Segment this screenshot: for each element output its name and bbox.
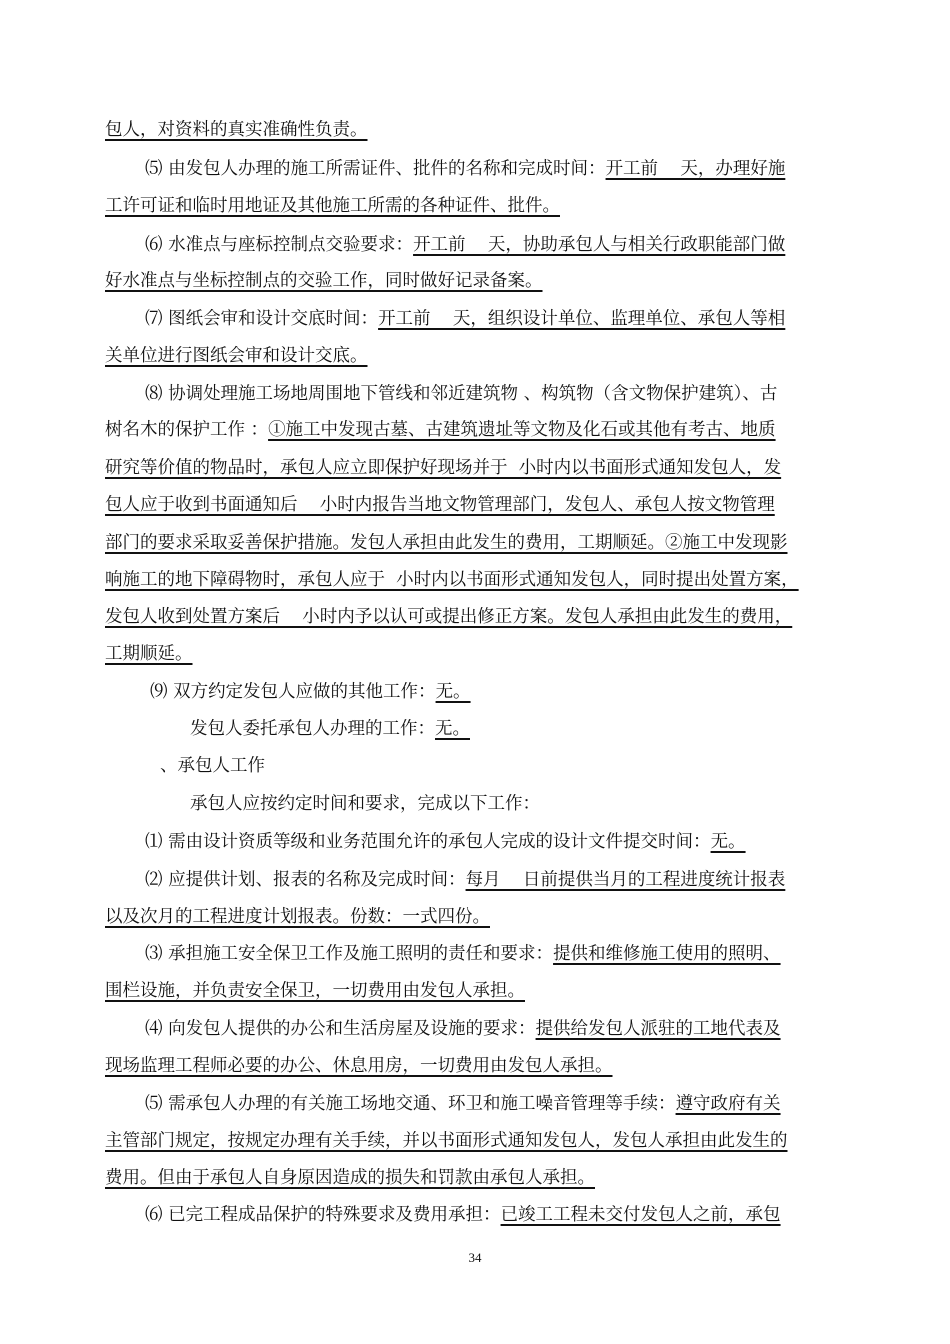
page-number: 34 <box>468 1250 482 1265</box>
underlined-text: 开工前 天，办理好施 <box>605 159 786 179</box>
text-line-18 <box>160 752 847 780</box>
underlined-text: 遵守政府有关 <box>675 1094 781 1114</box>
text-line-2 <box>145 155 847 183</box>
underlined-text: 工许可证和临时用地证及其他施工所需的各种证件、批件。 <box>105 196 560 216</box>
text-line-4 <box>145 231 847 259</box>
plain-text: ⑻ 协调处理施工场地周围地下管线和邻近建筑物 、构筑物（含文物保护建筑）、古 <box>145 384 778 404</box>
plain-text: ⑸ 需承包人办理的有关施工场地交通、环卫和施工噪音管理等手续： <box>145 1094 676 1114</box>
underlined-text: 已竣工工程未交付发包人之前，承包 <box>500 1205 781 1225</box>
underlined-text: 现场监理工程师必要的办公、休息用房，一切费用由发包人承担。 <box>105 1056 613 1076</box>
text-line-29 <box>105 1164 847 1192</box>
plain-text: ⑴ 需由设计资质等级和业务范围允许的承包人完成的设计文件提交时间： <box>145 832 711 852</box>
underlined-text: 费用。但由于承包人自身原因造成的损失和罚款由承包人承担。 <box>105 1168 595 1188</box>
text-line-17 <box>190 715 847 743</box>
underlined-text: 包人，对资料的真实准确性负责。 <box>105 120 368 140</box>
plain-text: ⑹ 已完工程成品保护的特殊要求及费用承担： <box>145 1205 501 1225</box>
text-line-5 <box>105 267 847 295</box>
plain-text: 树名木的保护工作 ： <box>105 420 269 440</box>
plain-text: ⑶ 承担施工安全保卫工作及施工照明的责任和要求： <box>145 944 554 964</box>
underlined-text: 发包人收到处置方案后 小时内予以认可或提出修正方案。发包人承担由此发生的费用， <box>105 607 793 627</box>
text-line-10 <box>105 454 847 482</box>
plain-text: 承包人应按约定时间和要求，完成以下工作： <box>190 794 540 814</box>
plain-text: 、承包人工作 <box>160 756 265 776</box>
text-line-24 <box>105 977 847 1005</box>
underlined-text: 无。 <box>435 719 470 739</box>
text-line-30 <box>145 1201 847 1229</box>
underlined-text: 无。 <box>710 832 746 852</box>
underlined-text: 部门的要求采取妥善保护措施。发包人承担由此发生的费用，工期顺延。②施工中发现影 <box>105 533 788 553</box>
text-line-8 <box>145 380 847 408</box>
text-line-22 <box>105 903 847 931</box>
text-line-9 <box>105 416 847 444</box>
underlined-text: 提供和维修施工使用的照明、 <box>553 944 781 964</box>
text-line-1 <box>105 116 847 144</box>
underlined-text: 工期顺延。 <box>105 644 193 664</box>
underlined-text: 无。 <box>435 682 471 702</box>
text-line-23 <box>145 940 847 968</box>
underlined-text: 关单位进行图纸会审和设计交底。 <box>105 346 368 366</box>
plain-text: ⑷ 向发包人提供的办公和生活房屋及设施的要求： <box>145 1019 536 1039</box>
text-line-15 <box>105 640 847 668</box>
text-line-12 <box>105 529 847 557</box>
underlined-text: 围栏设施，并负责安全保卫，一切费用由发包人承担。 <box>105 981 525 1001</box>
underlined-text: 研究等价值的物品时，承包人应立即保护好现场并于 小时内以书面形式通知发包人，发 <box>105 458 782 478</box>
text-line-20 <box>145 828 847 856</box>
text-line-6 <box>145 305 847 333</box>
underlined-text: 提供给发包人派驻的工地代表及 <box>535 1019 781 1039</box>
text-line-21 <box>145 866 847 894</box>
plain-text: ⑺ 图纸会审和设计交底时间： <box>145 309 379 329</box>
plain-text: ⑹ 水准点与座标控制点交验要求： <box>145 235 414 255</box>
text-line-25 <box>145 1015 847 1043</box>
underlined-text: 以及次月的工程进度计划报表。份数：一式四份。 <box>105 907 490 927</box>
text-line-16 <box>150 678 847 706</box>
text-line-7 <box>105 342 847 370</box>
text-line-28 <box>105 1127 847 1155</box>
text-line-26 <box>105 1052 847 1080</box>
underlined-text: 开工前 天，协助承包人与相关行政职能部门做 <box>413 235 786 255</box>
underlined-text: 主管部门规定，按规定办理有关手续，并以书面形式通知发包人，发包人承担由此发生的 <box>105 1131 788 1151</box>
underlined-text: 开工前 天，组织设计单位、监理单位、承包人等相 <box>378 309 786 329</box>
text-line-3 <box>105 192 847 220</box>
plain-text: ⑵ 应提供计划、报表的名称及完成时间： <box>145 870 466 890</box>
underlined-text: ①施工中发现古墓、古建筑遗址等文物及化石或其他有考古、地质 <box>268 420 776 440</box>
underlined-text: 每月 日前提供当月的工程进度统计报表 <box>465 870 786 890</box>
text-line-11 <box>105 491 847 519</box>
underlined-text: 响施工的地下障碍物时，承包人应于 小时内以书面形式通知发包人，同时提出处置方案， <box>105 570 799 590</box>
text-line-27 <box>145 1090 847 1118</box>
text-line-14 <box>105 603 847 631</box>
text-line-13 <box>105 566 847 594</box>
underlined-text: 好水准点与坐标控制点的交验工作，同时做好记录备案。 <box>105 271 543 291</box>
plain-text: ⑼ 双方约定发包人应做的其他工作： <box>150 682 436 702</box>
text-line-19 <box>190 790 847 818</box>
underlined-text: 包人应于收到书面通知后 小时内报告当地文物管理部门，发包人、承包人按文物管理 <box>105 495 775 515</box>
plain-text: 发包人委托承包人办理的工作： <box>190 719 435 739</box>
plain-text: ⑸ 由发包人办理的施工所需证件、批件的名称和完成时间： <box>145 159 606 179</box>
